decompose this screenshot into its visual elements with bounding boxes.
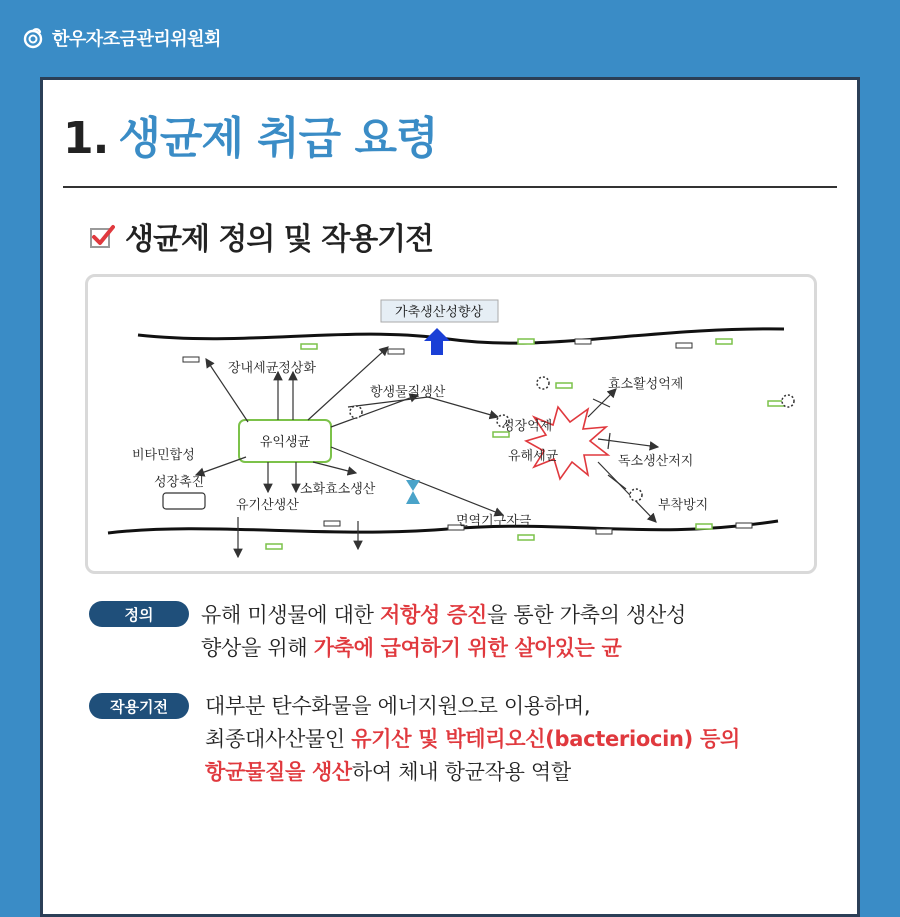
up-arrow-icon [424, 328, 450, 355]
mechanism-badge: 작용기전 [89, 693, 189, 719]
title-text: 생균제 취급 요령 [118, 113, 438, 164]
brand-name: 한우자조금관리위원회 [52, 29, 221, 50]
mechanism-text [205, 690, 740, 789]
inhibit-marks [593, 399, 626, 489]
label-organic-acid: 유기산생산 [236, 498, 299, 513]
center-box-label: 유익생균 [259, 435, 311, 450]
harmful-burst-icon [526, 407, 608, 479]
label-growth-promote: 성장촉진 [154, 475, 205, 490]
brand-header [22, 24, 221, 52]
content-card [40, 77, 860, 917]
section-heading [89, 214, 433, 258]
title-divider [63, 186, 837, 188]
page-title [63, 102, 438, 166]
mechanism-line-2: 최종대사산물인 유기산 및 박테리오신(bacteriocin) 등의 [205, 727, 740, 751]
mechanism-line-1: 대부분 탄수화물을 에너지원으로 이용하며, [205, 694, 591, 718]
top-label: 가축생산성향상 [395, 305, 483, 320]
hourglass-icon [406, 480, 420, 504]
label-vitamin: 비타민합성 [132, 448, 195, 463]
title-number: 1. [63, 113, 109, 164]
label-growth-inhibit: 성장억제 [502, 419, 553, 434]
definition-text [201, 599, 686, 665]
label-toxin-inhibit: 독소생산저지 [618, 454, 694, 469]
label-digestive-enzyme: 소화효소생산 [300, 482, 376, 497]
intestinal-wall-bottom [108, 521, 778, 533]
label-adhesion-prevent: 부착방지 [658, 498, 709, 513]
mechanism-diagram [85, 274, 817, 574]
definition-badge: 정의 [89, 601, 189, 627]
intestinal-wall-top [138, 329, 784, 343]
label-antimicrobial: 항생물질생산 [370, 385, 446, 400]
section-heading-text: 생균제 정의 및 작용기전 [125, 222, 434, 257]
checkbox-checked-icon [89, 223, 115, 249]
mechanism-line-3: 항균물질을 생산하여 체내 항균작용 역할 [205, 760, 571, 784]
diagram-canvas [88, 277, 814, 571]
label-immune: 면역기구자극 [456, 514, 532, 529]
label-intestinal: 장내세균정상화 [228, 361, 316, 376]
label-enzyme-inhibit: 효소활성억제 [608, 377, 684, 392]
swirl-logo-icon [22, 27, 44, 49]
definition-line-2: 향상을 위해 가축에 급여하기 위한 살아있는 균 [201, 636, 622, 660]
label-harmful: 유해세균 [508, 449, 559, 464]
definition-line-1: 유해 미생물에 대한 저항성 증진을 통한 가축의 생산성 [201, 603, 686, 627]
